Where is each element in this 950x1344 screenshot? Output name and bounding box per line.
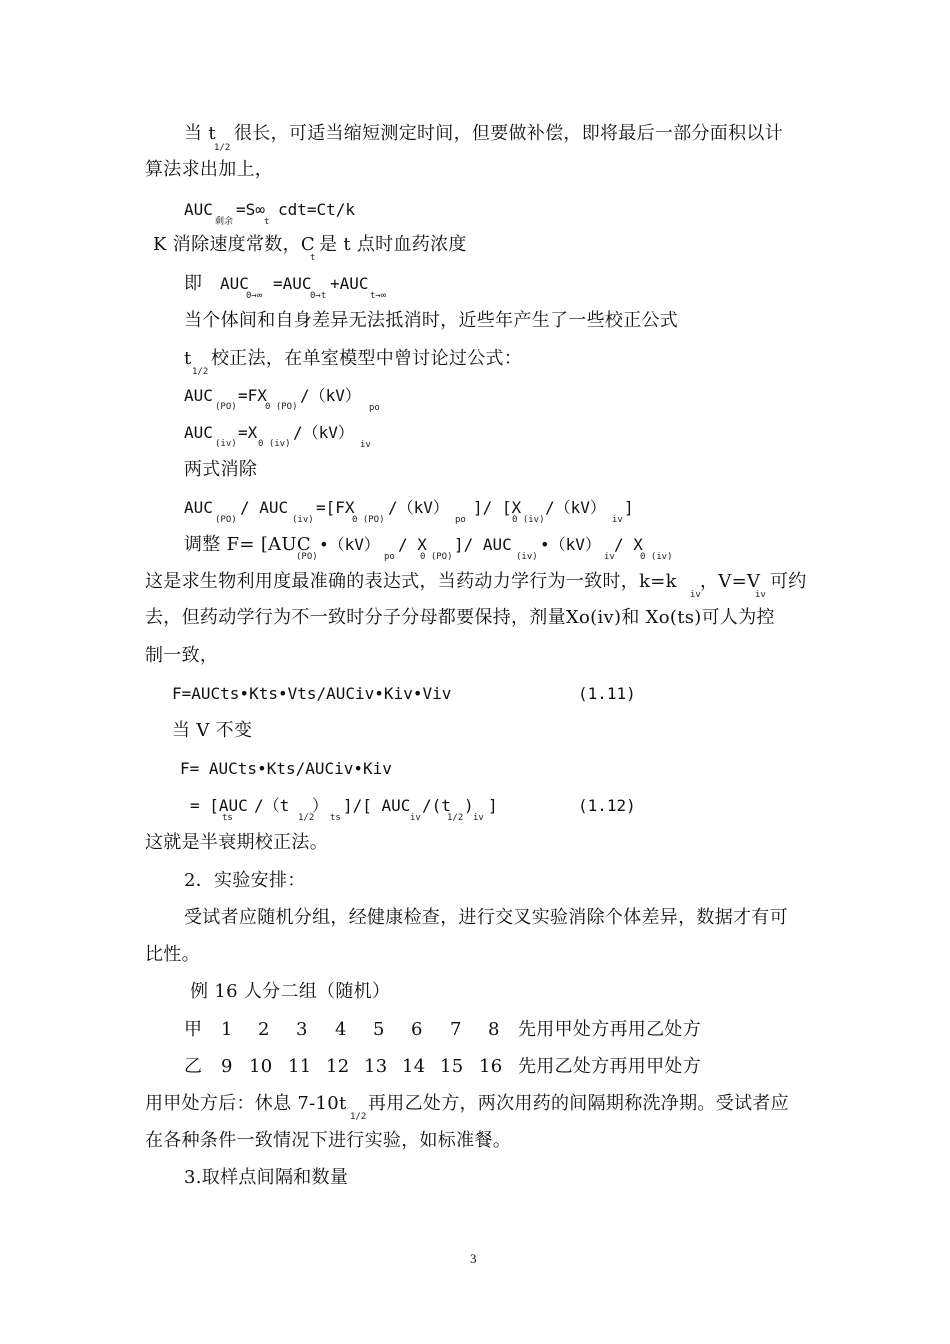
- subscript: 1/2: [192, 367, 209, 377]
- formula-text: ]: [488, 796, 498, 815]
- subject-number: 11: [288, 1056, 312, 1077]
- formula-text: AUC: [184, 200, 213, 219]
- formula-text: AUC: [184, 423, 213, 442]
- equation-number: (1.11): [578, 684, 636, 703]
- formula-text: •（kV）: [319, 535, 380, 554]
- subscript: (iv): [292, 515, 314, 525]
- formula-text: •（kV）: [540, 535, 601, 554]
- subscript: 0→∞: [246, 291, 263, 301]
- subscript: po: [455, 515, 466, 525]
- formula-text: /（t: [254, 796, 290, 815]
- subscript: (iv): [516, 552, 538, 562]
- formula-text: ）: [312, 796, 329, 815]
- subject-number: 7: [450, 1019, 462, 1040]
- text-line: 即: [184, 273, 203, 294]
- subscript: (iv): [215, 439, 237, 449]
- text-line: 比性。: [145, 944, 200, 965]
- subscript: 1/2: [350, 1112, 367, 1122]
- subject-number: 1: [221, 1019, 233, 1040]
- group-row-a: [184, 1018, 202, 1042]
- text-line: 这就是半衰期校正法。: [145, 832, 328, 853]
- subscript: (PO): [215, 515, 237, 525]
- text-line: 再用乙处方，两次用药的间隔期称洗净期。受试者应: [368, 1093, 789, 1114]
- group-row-b: [184, 1055, 202, 1079]
- subscript: iv: [410, 813, 421, 823]
- subject-number: 9: [221, 1056, 233, 1077]
- equation-number: (1.12): [578, 796, 636, 815]
- formula-text: F=AUCts•Kts•Vts/AUCiv•Kiv•Viv: [172, 684, 452, 703]
- subscript: iv: [690, 590, 701, 600]
- subscript: 0 (PO): [265, 402, 298, 412]
- subscript: ts: [330, 813, 341, 823]
- text-line: 去，但药动学行为不一致时分子分母都要保持，剂量Xo(iv)和 Xo(ts)可人为控: [145, 607, 775, 628]
- subject-number: 5: [373, 1019, 385, 1040]
- text-line: 当个体间和自身差异无法抵消时，近些年产生了一些校正公式: [184, 310, 679, 331]
- text-line: 是 t 点时血药浓度: [319, 234, 467, 255]
- subscript: 0 (PO): [420, 552, 453, 562]
- formula-text: /（kV）: [545, 498, 606, 517]
- section-heading: 3.取样点间隔和数量: [184, 1167, 349, 1188]
- text-line: 制一致，: [145, 645, 219, 666]
- group-note: 先用乙处方再用甲处方: [518, 1056, 701, 1077]
- text-line: 算法求出加上，: [145, 159, 274, 180]
- formula-text: /（kV）: [388, 498, 449, 517]
- formula-text: =FX: [238, 386, 267, 405]
- formula-text: =X: [238, 423, 258, 442]
- subscript: 0 (iv): [640, 552, 673, 562]
- formula-text: /（kV）: [293, 423, 354, 442]
- subject-number: 13: [364, 1056, 388, 1077]
- text-line: t: [184, 348, 192, 369]
- subscript: 0 (iv): [512, 515, 545, 525]
- subscript: po: [384, 552, 395, 562]
- section-heading: 2．实验安排：: [184, 870, 306, 891]
- text-line: 这是求生物利用度最准确的表达式，当药动力学行为一致时，k=k: [145, 571, 677, 592]
- text-line: K 消除速度常数，C: [153, 234, 315, 255]
- subscript: t: [310, 253, 316, 263]
- text-line: ，V=V: [700, 571, 761, 592]
- subscript: (PO): [215, 402, 237, 412]
- subscript: 0 (PO): [352, 515, 385, 525]
- formula-text: /(t: [422, 796, 451, 815]
- formula-text: ]: [624, 498, 634, 517]
- text-line: 校正法，在单室模型中曾讨论过公式：: [211, 348, 523, 369]
- text-line: 可约: [770, 571, 807, 592]
- group-label: 甲: [184, 1019, 203, 1040]
- subscript: 1/2: [447, 813, 464, 823]
- formula-text: AUC: [220, 274, 249, 293]
- subscript: 0 (iv): [258, 439, 291, 449]
- page-number: 3: [470, 1251, 477, 1266]
- subscript: (PO): [296, 552, 318, 562]
- formula-text: F= AUCts•Kts/AUCiv•Kiv: [180, 759, 392, 778]
- subscript: 1/2: [214, 143, 231, 153]
- subscript: iv: [473, 813, 484, 823]
- subject-number: 6: [411, 1019, 423, 1040]
- subject-number: 12: [326, 1056, 350, 1077]
- subscript: po: [369, 403, 380, 413]
- formula-text: /（kV）: [300, 386, 361, 405]
- text-line: 很长，可适当缩短测定时间，但要做补偿，即将最后一部分面积以计: [234, 123, 783, 144]
- formula-text: ): [464, 796, 474, 815]
- formula-text: / X: [614, 535, 643, 554]
- subscript: 1/2: [298, 813, 315, 823]
- subject-number: 8: [488, 1019, 500, 1040]
- subscript: iv: [360, 440, 371, 450]
- formula-text: AUC: [184, 386, 213, 405]
- formula-text: / X: [398, 535, 427, 554]
- formula-text: ]/ [X: [473, 498, 522, 517]
- formula-text: = [AUC: [190, 796, 248, 815]
- group-label: 乙: [184, 1056, 203, 1077]
- subject-number: 14: [402, 1056, 426, 1077]
- formula-text: / AUC: [240, 498, 289, 517]
- subscript: ts: [222, 813, 233, 823]
- subscript: 0→t: [310, 291, 327, 301]
- subject-number: 2: [258, 1019, 270, 1040]
- subscript: iv: [755, 590, 766, 600]
- text-line: 用甲处方后：休息 7-10t: [145, 1093, 347, 1114]
- subject-number: 16: [479, 1056, 503, 1077]
- text-line: 调整 F= [AUC: [184, 534, 311, 555]
- group-note: 先用甲处方再用乙处方: [518, 1019, 701, 1040]
- subject-number: 10: [249, 1056, 273, 1077]
- text-line: 例 16 人分二组（随机）: [190, 981, 391, 1002]
- text-line: 当 V 不变: [172, 720, 253, 741]
- subject-number: 4: [335, 1019, 347, 1040]
- subscript: iv: [612, 515, 623, 525]
- subscript: t→∞: [370, 291, 387, 301]
- subscript: iv: [604, 552, 615, 562]
- formula-text: cdt=Ct/k: [278, 200, 356, 219]
- formula-text: ]/[ AUC: [343, 796, 411, 815]
- text-line: 当 t: [184, 123, 216, 144]
- subject-number: 3: [296, 1019, 308, 1040]
- subscript: t: [264, 217, 270, 227]
- formula-text: =AUC: [273, 274, 312, 293]
- formula-text: =[FX: [316, 498, 355, 517]
- text-line: 在各种条件一致情况下进行实验，如标准餐。: [145, 1130, 511, 1151]
- formula-text: AUC: [184, 498, 213, 517]
- formula-text: ]/ AUC: [454, 535, 512, 554]
- text-line: 受试者应随机分组，经健康检查，进行交叉实验消除个体差异，数据才有可: [184, 907, 788, 928]
- formula-text: +AUC: [330, 274, 369, 293]
- subscript: 剩余: [215, 217, 234, 227]
- text-line: 两式消除: [184, 459, 258, 480]
- formula-text: =S∞: [236, 200, 265, 219]
- subject-number: 15: [440, 1056, 464, 1077]
